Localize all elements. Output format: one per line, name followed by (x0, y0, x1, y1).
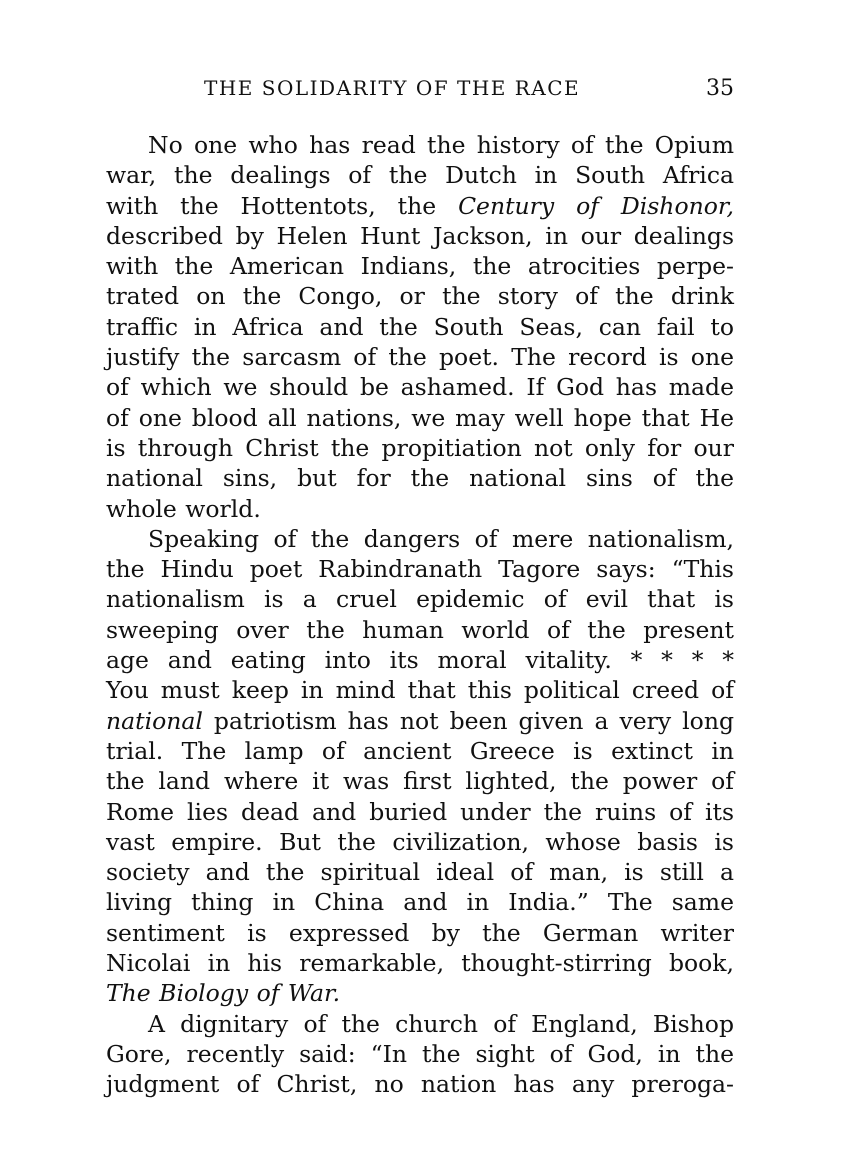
text-run: with the American Indians, the atrocities perpe- (106, 252, 734, 281)
text-line (106, 827, 734, 857)
text-line (106, 160, 734, 190)
text-line (106, 1009, 734, 1039)
text-line (106, 1039, 734, 1069)
text-line (106, 584, 734, 614)
text-run: Speaking of the dangers of mere nationalism, (148, 524, 734, 553)
text-run: age and eating into its moral vitality. * * * * (106, 646, 734, 675)
text-run: traffic in Africa and the South Seas, can fail to (106, 312, 734, 341)
text-line (106, 797, 734, 827)
text-line (106, 342, 734, 372)
text-line (106, 524, 734, 554)
paragraph (106, 1009, 734, 1100)
text-run: living thing in China and in India.” The same (106, 888, 734, 917)
text-line (106, 372, 734, 402)
paragraph (106, 524, 734, 1009)
text-run: whole world. (106, 494, 261, 523)
text-line (106, 251, 734, 281)
text-run: vast empire. But the civilization, whose basis is (106, 827, 734, 856)
text-run: No one who has read the history of the Opium (148, 131, 734, 159)
text-run: nationalism is a cruel epidemic of evil that is (106, 585, 734, 614)
running-title: THE SOLIDARITY OF THE RACE (204, 76, 581, 100)
text-line (106, 918, 734, 948)
text-run: sweeping over the human world of the present (106, 615, 734, 644)
text-line (106, 766, 734, 796)
text-line (106, 706, 734, 736)
page-number: 35 (706, 76, 734, 101)
text-run: with the Hottentots, the (106, 191, 459, 220)
text-run: A dignitary of the church of England, Bishop (148, 1009, 734, 1038)
text-run: of which we should be ashamed. If God has made (106, 373, 734, 402)
text-run: war, the dealings of the Dutch in South Africa (106, 161, 734, 190)
text-line (106, 494, 734, 524)
text-run: sentiment is expressed by the German writer (106, 918, 734, 947)
text-run: trated on the Congo, or the story of the drink (106, 282, 734, 311)
text-line (106, 221, 734, 251)
text-line (106, 887, 734, 917)
text-run: patriotism has not been given a very long (202, 706, 734, 735)
text-run: You must keep in mind that this political creed of (106, 676, 734, 705)
text-line (106, 130, 734, 160)
text-run: society and the spiritual ideal of man, is still a (106, 858, 734, 887)
italic-text: Century of Dishonor, (458, 191, 734, 220)
text-run: described by Helen Hunt Jackson, in our dealings (106, 221, 734, 250)
text-line (106, 433, 734, 463)
text-line (106, 312, 734, 342)
text-run: of one blood all nations, we may well hope that He (106, 403, 734, 432)
text-line (106, 191, 734, 221)
text-line (106, 978, 734, 1008)
text-run: Gore, recently said: “In the sight of God, in the (106, 1039, 734, 1068)
text-run: Rome lies dead and buried under the ruins of its (106, 797, 734, 826)
text-run: national sins, but for the national sins of the (106, 464, 734, 493)
text-line (106, 554, 734, 584)
text-run: Nicolai in his remarkable, thought-stirring book, (106, 949, 734, 978)
italic-text: national (106, 706, 203, 735)
text-line (106, 403, 734, 433)
italic-text: The Biology of War. (106, 979, 341, 1008)
text-run: the Hindu poet Rabindranath Tagore says: “This (106, 555, 734, 584)
text-line (106, 675, 734, 705)
text-line (106, 281, 734, 311)
running-head (106, 72, 734, 106)
text-line (106, 463, 734, 493)
body-text (106, 130, 734, 1100)
text-line (106, 857, 734, 887)
text-run: judgment of Christ, no nation has any preroga- (106, 1070, 734, 1099)
text-run: trial. The lamp of ancient Greece is extinct in (106, 736, 734, 765)
paragraph (106, 130, 734, 524)
text-line (106, 948, 734, 978)
text-run: the land where it was first lighted, the power of (106, 767, 734, 796)
text-line (106, 1069, 734, 1099)
text-line (106, 615, 734, 645)
text-line (106, 736, 734, 766)
text-run: is through Christ the propitiation not only for our (106, 433, 734, 462)
text-run: justify the sarcasm of the poet. The record is one (106, 343, 734, 372)
text-line (106, 645, 734, 675)
